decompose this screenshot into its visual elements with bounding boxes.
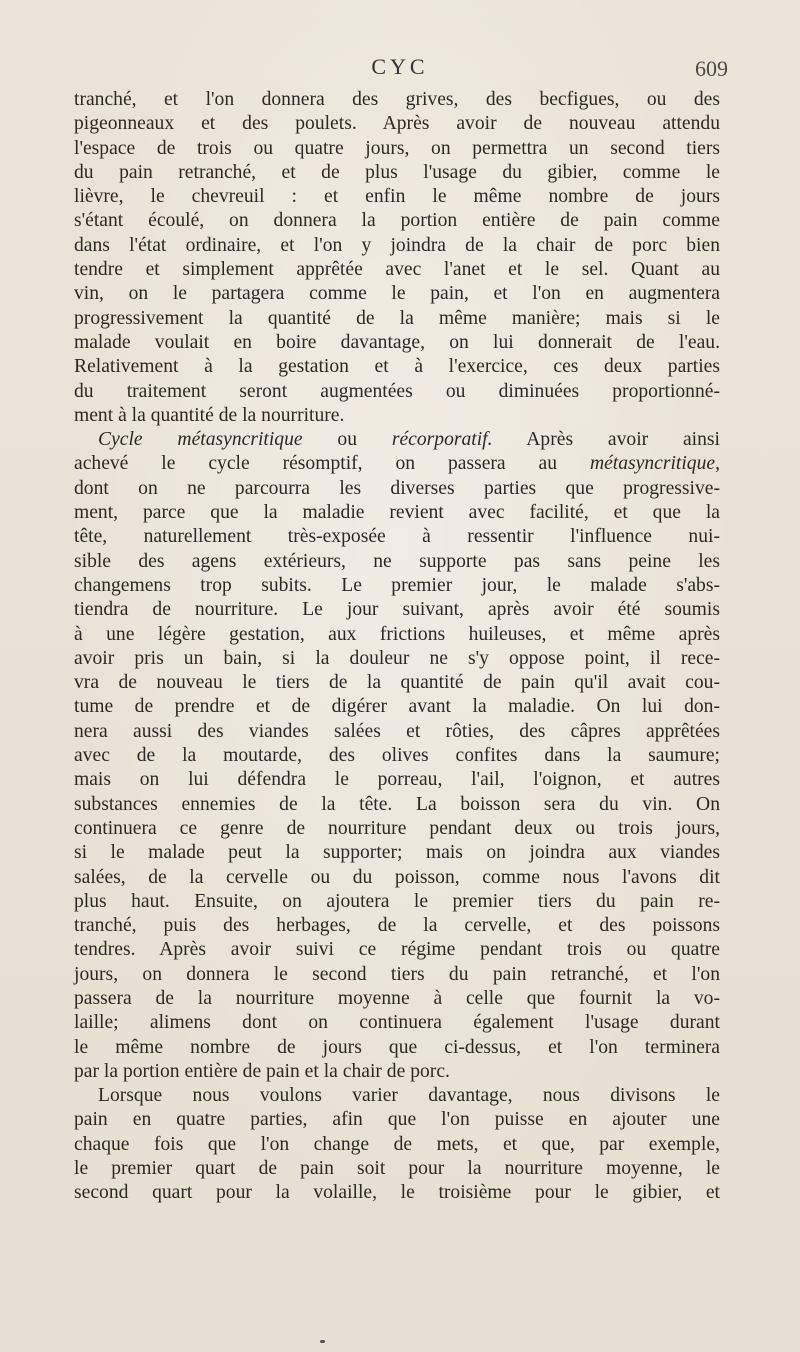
text-line: tiendra de nourriture. Le jour suivant, après avoir été soumis	[74, 599, 720, 621]
text-line: du pain retranché, et de plus l'usage du gibier, comme le	[74, 161, 720, 183]
text-line: passera de la nourriture moyenne à celle que fournit la vo-	[74, 987, 720, 1009]
text-line: progressivement la quantité de la même manière; mais si le	[74, 307, 720, 329]
text-line	[74, 452, 720, 476]
text-line: Relativement à la gestation et à l'exercice, ces deux parties	[74, 356, 720, 378]
term-italic: métasyncritique	[589, 453, 716, 475]
text-line: dans l'état ordinaire, et l'on y joindra de la chair de porc bien	[74, 234, 720, 256]
text-line: tume de prendre et de digérer avant la maladie. On lui don-	[74, 696, 720, 718]
text-line: second quart pour la volaille, le troisième pour le gibier, et	[74, 1182, 720, 1204]
text-line: s'étant écoulé, on donnera la portion entière de pain comme	[74, 210, 720, 232]
text-line: continuera ce genre de nourriture pendant deux ou trois jours,	[74, 817, 720, 839]
text-line: l'espace de trois ou quatre jours, on permettra un second tiers	[74, 137, 720, 159]
line-pre: achevé le cycle résomptif, on passera au	[74, 453, 590, 475]
text-line: plus haut. Ensuite, on ajoutera le premier tiers du pain re-	[74, 890, 720, 912]
text-line: avec de la moutarde, des olives confites dans la saumure;	[74, 745, 720, 767]
text-line: nera aussi des viandes salées et rôties, des câpres apprêtées	[74, 720, 720, 742]
text-line: à une légère gestation, aux frictions huileuses, et même après	[74, 623, 720, 645]
section-term-alt: récorporatif.	[391, 429, 493, 451]
page-header	[0, 54, 800, 84]
text-line: tête, naturellement très-exposée à ressentir l'influence nui-	[74, 526, 720, 548]
paragraph-lead-line	[74, 428, 720, 452]
text-line: tranché, et l'on donnera des grives, des becfigues, ou des	[74, 89, 720, 110]
text-line: le même nombre de jours que ci-dessus, et l'on terminera	[74, 1036, 720, 1058]
lead-connector: ou	[302, 429, 392, 451]
page-number: 609	[695, 56, 728, 81]
section-term: Cycle métasyncritique	[98, 429, 303, 451]
body-text	[74, 88, 720, 1206]
text-line: ment, parce que la maladie revient avec facilité, et que la	[74, 502, 720, 524]
text-line: laille; alimens dont on continuera également l'usage durant	[74, 1012, 720, 1034]
text-line: tranché, puis des herbages, de la cervelle, et des poissons	[74, 915, 720, 937]
text-line: vra de nouveau le tiers de la quantité de pain qu'il avait cou-	[74, 672, 720, 694]
text-line: substances ennemies de la tête. La boisson sera du vin. On	[74, 793, 720, 815]
line-post: ,	[715, 453, 720, 475]
text-line: sible des agens extérieurs, ne supporte pas sans peine les	[74, 550, 720, 572]
text-line: lièvre, le chevreuil : et enfin le même nombre de jours	[74, 186, 720, 208]
text-line: pain en quatre parties, afin que l'on puisse en ajouter une	[74, 1109, 720, 1131]
text-line: du traitement seront augmentées ou diminuées proportionné-	[74, 380, 720, 402]
text-line: avoir pris un bain, si la douleur ne s'y oppose point, il rece-	[74, 647, 720, 669]
text-line: par la portion entière de pain et la chair de porc.	[74, 1060, 450, 1082]
text-line: dont on ne parcourra les diverses parties que progressive-	[74, 477, 720, 499]
text-line: mais on lui défendra le porreau, l'ail, l'oignon, et autres	[74, 769, 720, 791]
text-line: changemens trop subits. Le premier jour, le malade s'abs-	[74, 574, 720, 596]
text-line: pigeonneaux et des poulets. Après avoir de nouveau attendu	[74, 113, 720, 135]
running-title: CYC	[371, 54, 429, 79]
text-line: salées, de la cervelle ou du poisson, comme nous l'avons dit	[74, 866, 720, 888]
text-line: Lorsque nous voulons varier davantage, nous divisons le	[98, 1085, 720, 1107]
text-line: malade voulait en boire davantage, on lui donnerait de l'eau.	[74, 331, 720, 353]
text-line: tendre et simplement apprêtée avec l'anet et le sel. Quant au	[74, 259, 720, 281]
text-line: si le malade peut la supporter; mais on joindra aux viandes	[74, 842, 720, 864]
text-line: ment à la quantité de la nourriture.	[74, 404, 345, 426]
text-line: jours, on donnera le second tiers du pain retranché, et l'on	[74, 963, 720, 985]
text-line: vin, on le partagera comme le pain, et l'on en augmentera	[74, 283, 720, 305]
lead-rest: Après avoir ainsi	[492, 429, 720, 451]
text-line: chaque fois que l'on change de mets, et que, par exemple,	[74, 1133, 720, 1155]
ink-speck	[320, 1340, 325, 1343]
text-line: tendres. Après avoir suivi ce régime pendant trois ou quatre	[74, 939, 720, 961]
text-line: le premier quart de pain soit pour la nourriture moyenne, le	[74, 1158, 720, 1180]
